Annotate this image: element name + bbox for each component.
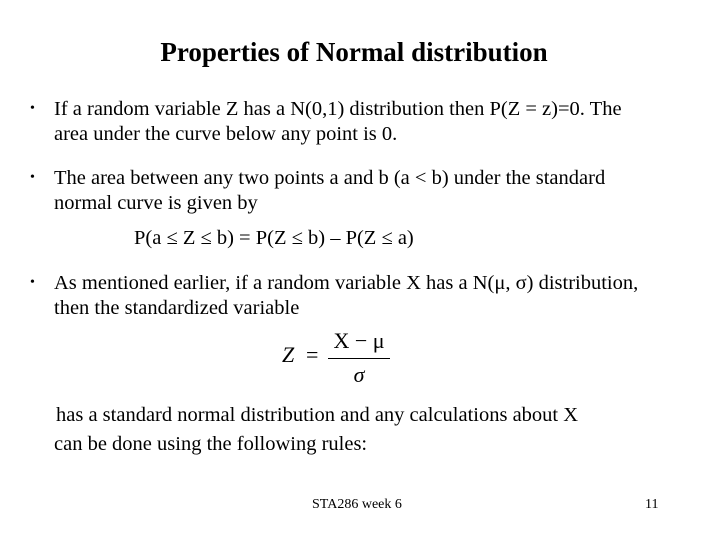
equation-denominator: σ — [353, 362, 365, 387]
equation-numerator: X − μ — [333, 328, 385, 353]
bullet-3-line-1: As mentioned earlier, if a random variable X has a N(μ, σ) distribution, — [54, 272, 639, 294]
bullet-marker: • — [30, 101, 35, 116]
bullet-3-after-line-1: has a standard normal distribution and any calculations about X — [56, 404, 579, 426]
page-number: 11 — [645, 497, 659, 512]
footer-course: STA286 week 6 — [312, 497, 402, 512]
standardization-equation — [282, 328, 394, 392]
bullet-2-line-2: normal curve is given by — [54, 192, 258, 214]
bullet-marker: • — [30, 170, 35, 185]
area-formula: P(a ≤ Z ≤ b) = P(Z ≤ b) – P(Z ≤ a) — [134, 227, 414, 249]
bullet-2-line-1: The area between any two points a and b (a < b) under the standard — [54, 167, 606, 189]
bullet-1-line-2: area under the curve below any point is 0. — [54, 123, 398, 145]
bullet-3-line-2: then the standardized variable — [54, 297, 300, 319]
fraction-bar — [328, 358, 390, 359]
slide-title: Properties of Normal distribution — [160, 37, 548, 67]
bullet-marker: • — [30, 275, 35, 290]
equation-lhs: Z — [282, 342, 295, 367]
bullet-3-after-line-2: can be done using the following rules: — [54, 433, 368, 455]
bullet-1-line-1: If a random variable Z has a N(0,1) distribution then P(Z = z)=0. The — [54, 98, 622, 120]
equation-equals-sign: = — [306, 342, 319, 367]
